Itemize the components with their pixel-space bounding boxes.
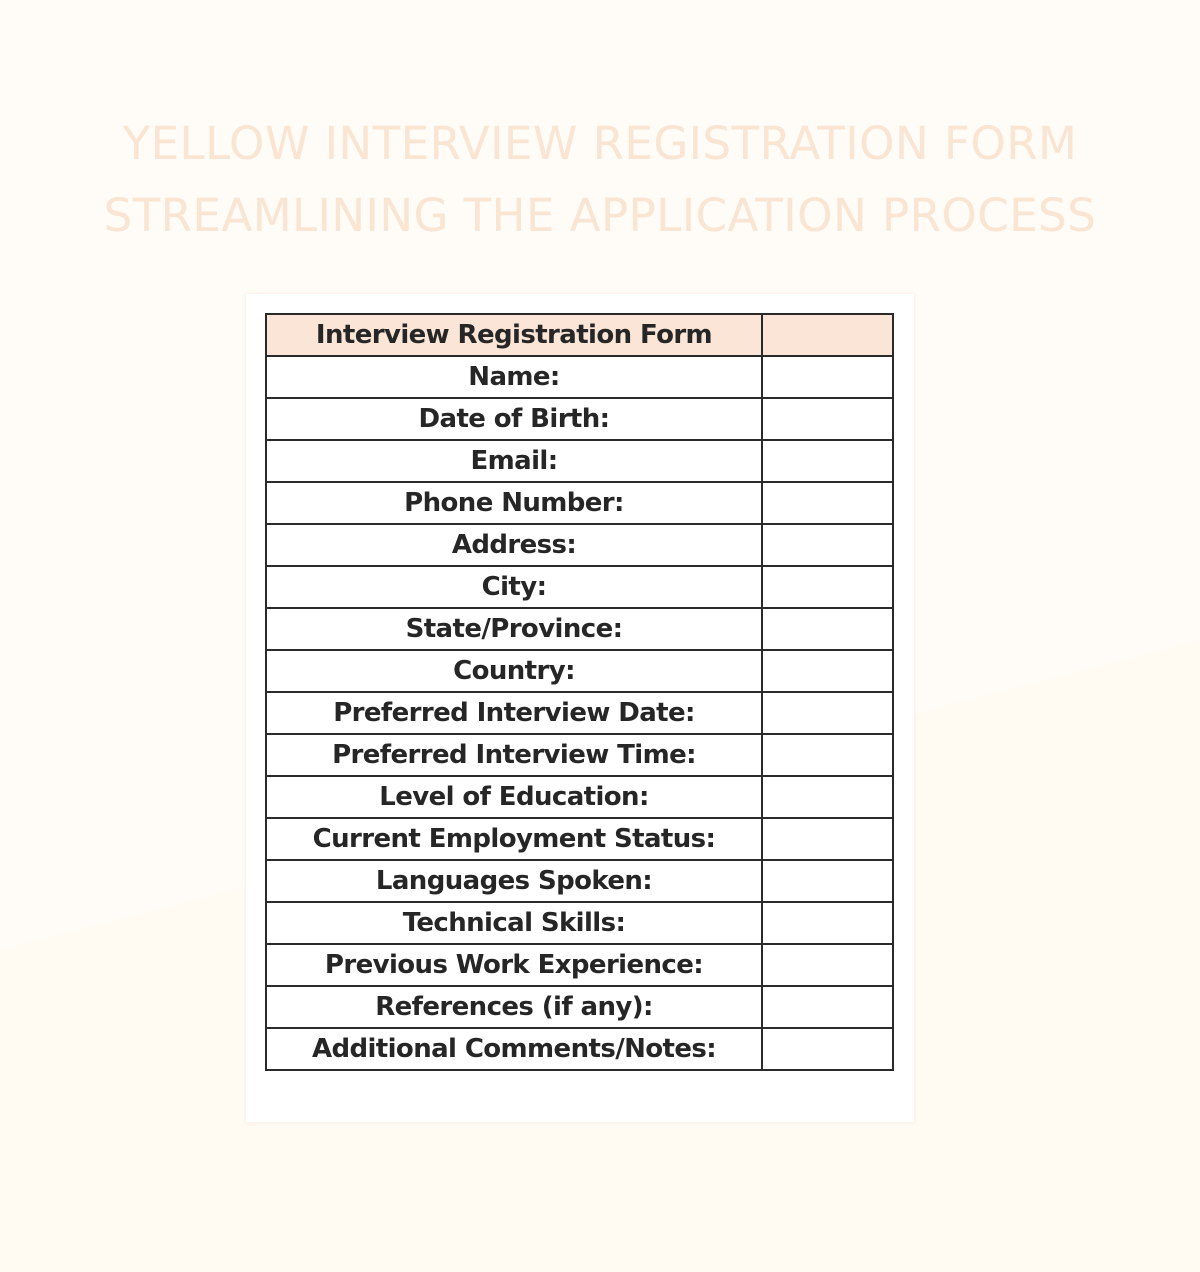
table-row [266,986,893,1028]
field-label: Current Employment Status: [266,818,762,860]
table-row [266,1028,893,1070]
table-row [266,398,893,440]
field-label: Level of Education: [266,776,762,818]
field-value-input[interactable] [762,944,893,986]
field-label: Date of Birth: [266,398,762,440]
field-label: Phone Number: [266,482,762,524]
table-row [266,440,893,482]
table-row [266,902,893,944]
field-value-input[interactable] [762,398,893,440]
table-row [266,524,893,566]
heading-line-1: YELLOW INTERVIEW REGISTRATION FORM [122,117,1078,170]
table-row [266,650,893,692]
field-label: Additional Comments/Notes: [266,1028,762,1070]
registration-table [265,313,894,1071]
header-blank-cell [762,314,893,356]
table-row [266,566,893,608]
heading-line-2: STREAMLINING THE APPLICATION PROCESS [103,189,1097,242]
field-label: Country: [266,650,762,692]
table-row [266,692,893,734]
field-label: Name: [266,356,762,398]
table-row [266,734,893,776]
table-row [266,818,893,860]
table-row [266,860,893,902]
field-label: Email: [266,440,762,482]
table-row [266,608,893,650]
field-value-input[interactable] [762,524,893,566]
field-value-input[interactable] [762,860,893,902]
form-sheet [246,294,914,1122]
field-label: Preferred Interview Date: [266,692,762,734]
table-row [266,482,893,524]
field-value-input[interactable] [762,776,893,818]
field-label: Technical Skills: [266,902,762,944]
field-value-input[interactable] [762,482,893,524]
field-value-input[interactable] [762,986,893,1028]
field-label: References (if any): [266,986,762,1028]
field-value-input[interactable] [762,818,893,860]
field-value-input[interactable] [762,356,893,398]
field-value-input[interactable] [762,608,893,650]
table-row [266,944,893,986]
table-row [266,356,893,398]
form-title: Interview Registration Form [266,314,762,356]
field-value-input[interactable] [762,440,893,482]
field-label: Preferred Interview Time: [266,734,762,776]
field-value-input[interactable] [762,734,893,776]
field-label: Previous Work Experience: [266,944,762,986]
field-label: Address: [266,524,762,566]
field-label: State/Province: [266,608,762,650]
field-value-input[interactable] [762,566,893,608]
page-heading [0,108,1200,252]
field-label: Languages Spoken: [266,860,762,902]
table-header-row [266,314,893,356]
field-label: City: [266,566,762,608]
field-value-input[interactable] [762,902,893,944]
field-value-input[interactable] [762,650,893,692]
field-value-input[interactable] [762,1028,893,1070]
field-value-input[interactable] [762,692,893,734]
table-row [266,776,893,818]
